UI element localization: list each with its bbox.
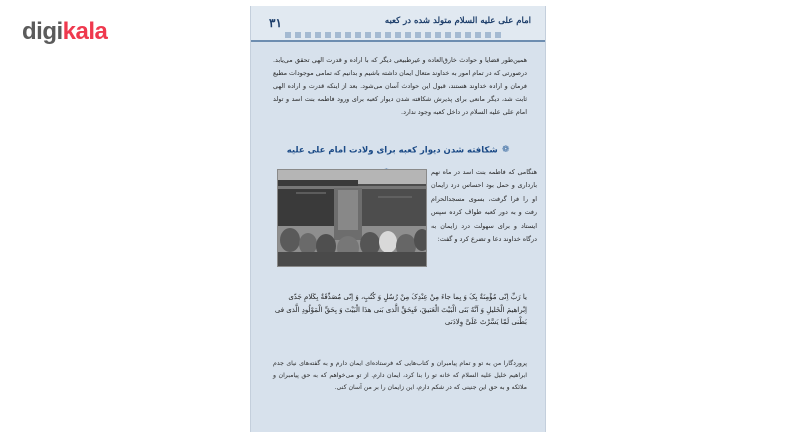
section-title (281, 139, 519, 161)
birth-narrative-text: هنگامی که فاطمه بنت اسد در ماه نهم بارداری و حمل بود احساس درد زایمان او را فرا گرفت، بسوی مسجدالحرام رفت و به دور کعبه طواف کرده سپس ایستاد و برای سهولت درد زایمان به درگاه خداوند دعا و تضرع کرد و گفت: (431, 168, 537, 244)
digikala-logo[interactable] (22, 18, 107, 46)
kaaba-illustration (278, 170, 426, 266)
logo-main: digi (22, 18, 63, 45)
book-page-image (250, 6, 546, 432)
arabic-prayer: یا رَبِّ اِنّی مُؤْمِنَةٌ بِکَ وَ بِما جاءَ مِنْ عِنْدِکَ مِنْ رُسُلٍ وَ کُتُبٍ، وَ اِنّی مُصَدِّقَةٌ بِکَلامِ جَدّی اِبْراهیمَ الْخَلیلِ وَ اَنَّهُ بَنَی الْبَیْتَ الْعَتیقَ، فَبِحَقِّ الَّذی بَنی هذَا الْبَیْتَ وَ بِحَقِّ الْمَوْلُودِ الَّذی فی بَطْنی لَمّا یَسَّرْتَ عَلَیَّ وِلادَتی (274, 293, 527, 326)
header-ornament (285, 32, 501, 38)
section-title-text: شکافته شدن دیوار کعبه برای ولادت امام علی علیه (286, 145, 498, 156)
intro-paragraph: همین‌طور قضایا و حوادث خارق‌العاده و غیرطبیعی دیگر که با اراده و قدرت الهی تحقق می‌یابد. درصورتی که در تمام امور به خداوند متعال ایمان داشته باشیم و بدانیم که تمامی موجودات مطیع فرمان و اراده خداوند هستند، قبول این حوادث آسان می‌شود. بعد از اینکه قدرت و اراده الهی ثابت شد، دیگر مانعی برای پذیرش شکافته شدن دیوار کعبه برای ورود فاطمه بنت اسد و تولد امام علی علیه السلام در داخل کعبه وجود ندارد. (273, 56, 527, 116)
persian-translation: پروردگارا من به تو و تمام پیامبران و کتاب‌هایی که فرستاده‌ای ایمان دارم و به گفته‌های نیای جدم ابراهیم خلیل علیه السلام که خانه تو را بنا کرد، ایمان دارم. از تو می‌خواهم که به حق پیامبران و ملائکه و به حق این جنینی که در شکم دارم، این زایمان را بر من آسان کنی. (273, 360, 527, 392)
kaaba-photo (277, 169, 427, 267)
page-number: ۳۱ (269, 16, 282, 30)
running-header: امام علی علیه السلام متولد شده در کعبه (384, 16, 531, 26)
logo-accent: kala (62, 18, 108, 45)
page-header (251, 6, 545, 42)
flower-ornament-icon: ❁ (501, 145, 510, 155)
